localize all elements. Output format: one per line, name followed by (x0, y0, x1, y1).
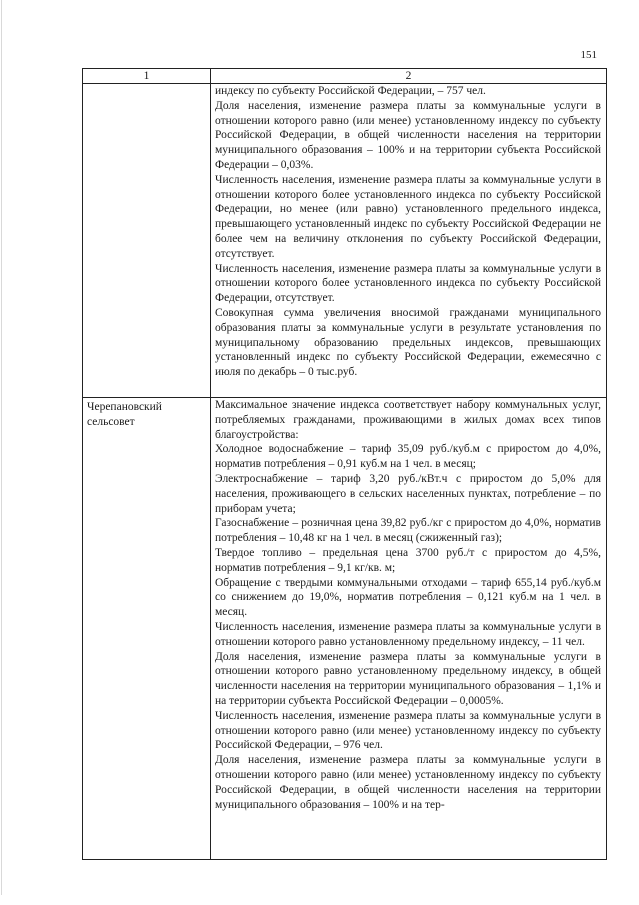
paragraph: Численность населения, изменение размера платы за коммунальные услуги в отношении которого более установленного индекса по субъекту Российской Федерации, отсутствует. (215, 262, 601, 305)
table-row (83, 84, 607, 398)
paragraph: Максимальное значение индекса соответствует набору коммунальных услуг, потребляемых гражданами, проживающими в жилых домах всех типов благоустройства: (215, 399, 601, 441)
table-row (83, 398, 607, 860)
document-table (82, 68, 607, 860)
paragraph: Твердое топливо – предельная цена 3700 руб./т с приростом до 4,5%, норматив потребления – 9,1 кг/кв. м; (215, 546, 601, 574)
page-number: 151 (580, 49, 597, 61)
municipality-name-cell (83, 84, 211, 398)
paragraph: Совокупная сумма увеличения вносимой гражданами муниципального образования платы за коммунальные услуги в результате установления по муниципальному образованию предельных индексов, превышающих установленный индекс по субъекту Российской Федерации, ежемесячно с июля по декабрь – 0 тыс.руб. (215, 306, 601, 379)
description-cell (211, 84, 607, 398)
paragraph: Численность населения, изменение размера платы за коммунальные услуги в отношении которого равно (или менее) установленному индексу по субъекту Российской Федерации, – 976 чел. (215, 709, 601, 752)
paragraph: Численность населения, изменение размера платы за коммунальные услуги в отношении которого более установленного индекса по субъекту Российской Федерации, но менее (или равно) установленного предельного индекса, превышающего установленный индекс по субъекту Российской Федерации не более чем на величину отклонения по субъекту Российской Федерации, отсутствует. (215, 173, 601, 260)
paragraph: Доля населения, изменение размера платы за коммунальные услуги в отношении которого равно установленному предельному индексу, в общей численности населения на территории муниципального образования – 1,1% и на территории субъекта Российской Федерации – 0,0005%. (215, 650, 601, 707)
paragraph: Численность населения, изменение размера платы за коммунальные услуги в отношении которого равно установленному предельному индексу, – 11 чел. (215, 620, 601, 648)
paragraph: Доля населения, изменение размера платы за коммунальные услуги в отношении которого равно (или менее) установленному индексу по субъекту Российской Федерации, в общей численности населения на территории муниципального образования – 100% и на территории субъекта Российской Федерации – 0,03%. (215, 99, 601, 171)
municipality-name-cell: Черепановский сельсовет (83, 398, 211, 860)
paragraph: Обращение с твердыми коммунальными отходами – тариф 655,14 руб./куб.м со снижением до 19,0%, норматив потребления – 0,121 куб.м на 1 чел. в месяц. (215, 576, 601, 619)
description-cell (211, 398, 607, 860)
page-edge-mark (1, 0, 2, 905)
paragraph: индексу по субъекту Российской Федерации, – 757 чел. (215, 85, 486, 97)
table-header-row (83, 69, 607, 84)
page-bottom-margin (0, 895, 639, 905)
paragraph: Доля населения, изменение размера платы за коммунальные услуги в отношении которого равно (или менее) установленному индексу по субъекту Российской Федерации, в общей численности населения на территории муниципального образования – 100% и на тер- (215, 754, 601, 811)
paragraph: Холодное водоснабжение – тариф 35,09 руб./куб.м с приростом до 4,0%, норматив потребления – 0,91 куб.м на 1 чел. в месяц; (215, 443, 601, 471)
paragraph: Электроснабжение – тариф 3,20 руб./кВт.ч с приростом до 5,0% для населения, проживающего в сельских населенных пунктах, потребление – по приборам учета; (215, 472, 601, 515)
paragraph: Газоснабжение – розничная цена 39,82 руб./кг с приростом до 4,0%, норматив потребления – 10,48 кг на 1 чел. в месяц (сжиженный газ); (215, 517, 601, 545)
column-header-2: 2 (211, 69, 607, 84)
column-header-1: 1 (83, 69, 211, 84)
